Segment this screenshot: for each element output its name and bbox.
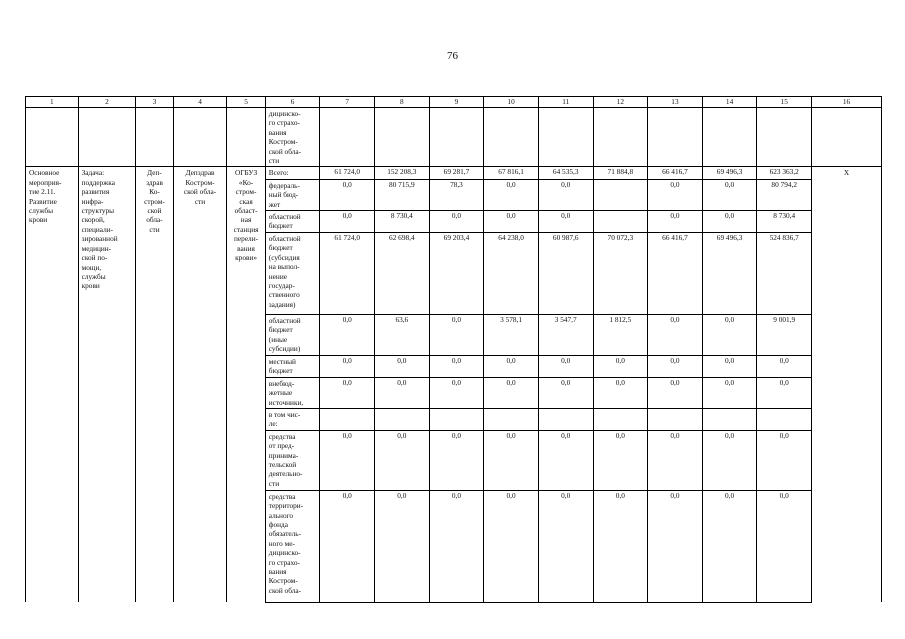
value-cell [702,408,757,430]
value-cell: 3 578,1 [484,314,539,355]
value-cell: 0,0 [538,490,593,602]
column-header-6: 6 [265,97,320,108]
header-row [26,97,882,108]
value-cell: 152 208,3 [375,167,430,179]
value-cell: 0,0 [593,355,648,377]
recipient-cell: ОГБУЗ «Ко- стром- ская област- ная станция перели- вания крови» [227,167,265,602]
budget-table [25,96,882,603]
value-cell: 0,0 [320,490,375,602]
column-header-9: 9 [429,97,484,108]
value-cell: 69 496,3 [702,167,757,179]
value-cell [648,408,703,430]
value-cell [593,408,648,430]
value-cell [757,408,812,430]
source-cell: областной бюджет [265,211,320,233]
source-cell: Всего: [265,167,320,179]
value-cell: 3 547,7 [538,314,593,355]
source-cell: местный бюджет [265,355,320,377]
coexecutor-cell: Деп- здрав Ко- стром- ской обла- сти [136,167,173,602]
column-header-16: 16 [812,97,882,108]
value-cell: 0,0 [484,377,539,408]
value-cell: 64 535,3 [538,167,593,179]
value-cell: 0,0 [702,211,757,233]
value-cell: 8 730,4 [375,211,430,233]
value-cell: 524 836,7 [757,232,812,314]
value-cell: 0,0 [484,179,539,210]
value-cell: 0,0 [484,430,539,490]
activity-name-cell: Основное мероприя- тие 2.11. Развитие службы крови [26,167,79,602]
value-cell: 0,0 [375,377,430,408]
value-cell: 0,0 [757,377,812,408]
source-cell: областной бюджет (иные субсидии) [265,314,320,355]
value-cell: 0,0 [429,211,484,233]
value-cell: 0,0 [702,314,757,355]
value-cell: 0,0 [484,211,539,233]
column-header-1: 1 [26,97,79,108]
value-cell: 69 281,7 [429,167,484,179]
value-cell: 9 001,9 [757,314,812,355]
column-header-12: 12 [593,97,648,108]
value-cell: 0,0 [702,377,757,408]
column-header-8: 8 [375,97,430,108]
value-cell: 0,0 [757,355,812,377]
table-row [26,167,882,179]
value-cell: 623 363,2 [757,167,812,179]
value-cell: 0,0 [648,211,703,233]
source-cell: в том чис- ле: [265,408,320,430]
value-cell: 78,3 [429,179,484,210]
column-header-14: 14 [702,97,757,108]
value-cell: 0,0 [375,355,430,377]
page-number: 76 [447,50,458,62]
value-cell: 0,0 [648,430,703,490]
value-cell: 0,0 [320,211,375,233]
column-header-13: 13 [648,97,703,108]
source-cell: средства территори- ального фонда обязатель- ного ме- дицинско- го страхо- вания Костром- ской обла- [265,490,320,602]
value-cell: 0,0 [538,430,593,490]
value-cell: 0,0 [702,179,757,210]
value-cell [484,408,539,430]
value-cell: 70 072,3 [593,232,648,314]
value-cell: 0,0 [702,430,757,490]
value-cell [593,179,648,210]
value-cell: 0,0 [429,355,484,377]
value-cell: 0,0 [702,490,757,602]
customer-cell: Депздрав Костром- ской обла- сти [173,167,227,602]
value-cell: 8 730,4 [757,211,812,233]
value-cell: 66 416,7 [648,167,703,179]
column-header-3: 3 [136,97,173,108]
source-cell: средства от пред- принима- тельской деятельно- сти [265,430,320,490]
source-cell: внебюд- жетные источники, [265,377,320,408]
value-cell: 0,0 [429,430,484,490]
value-cell: 0,0 [757,490,812,602]
value-cell: 63,6 [375,314,430,355]
value-cell: 0,0 [538,211,593,233]
task-cell: Задача: поддержка развития инфра- структуры скорой, специали- зированной медицин- ской по- мощи, службы крови [78,167,136,602]
value-cell [320,408,375,430]
value-cell: 61 724,0 [320,167,375,179]
value-cell: 0,0 [538,377,593,408]
value-cell: 0,0 [538,179,593,210]
source-cell: областной бюджет (субсидия на выпол- нение государ- ственного задания) [265,232,320,314]
value-cell: 66 416,7 [648,232,703,314]
column-header-4: 4 [173,97,227,108]
value-cell: 0,0 [375,430,430,490]
column-header-15: 15 [757,97,812,108]
value-cell: 0,0 [648,377,703,408]
value-cell: 62 698,4 [375,232,430,314]
column-header-2: 2 [78,97,136,108]
value-cell: 60 987,6 [538,232,593,314]
value-cell: 0,0 [538,355,593,377]
value-cell: 61 724,0 [320,232,375,314]
column-header-11: 11 [538,97,593,108]
column-header-5: 5 [227,97,265,108]
value-cell: 80 794,2 [757,179,812,210]
column-header-10: 10 [484,97,539,108]
value-cell: 0,0 [320,179,375,210]
value-cell: 0,0 [757,430,812,490]
value-cell: 64 238,0 [484,232,539,314]
value-cell: 0,0 [320,355,375,377]
value-cell: 0,0 [648,314,703,355]
value-cell: 0,0 [320,377,375,408]
continuation-row [26,108,882,167]
value-cell [538,408,593,430]
value-cell [375,408,430,430]
value-cell: 69 496,3 [702,232,757,314]
value-cell: 67 816,1 [484,167,539,179]
value-cell: 0,0 [429,490,484,602]
column-header-7: 7 [320,97,375,108]
value-cell: 71 884,8 [593,167,648,179]
result-mark-cell: Х [812,167,882,602]
value-cell: 0,0 [648,179,703,210]
value-cell: 0,0 [320,314,375,355]
value-cell: 0,0 [375,490,430,602]
value-cell: 0,0 [593,490,648,602]
value-cell: 0,0 [429,377,484,408]
value-cell: 0,0 [484,355,539,377]
value-cell: 0,0 [648,355,703,377]
value-cell [429,408,484,430]
value-cell: 1 812,5 [593,314,648,355]
source-cell: федераль- ный бюд- жет [265,179,320,210]
value-cell: 0,0 [593,430,648,490]
value-cell: 0,0 [429,314,484,355]
value-cell: 80 715,9 [375,179,430,210]
value-cell: 0,0 [484,490,539,602]
value-cell: 0,0 [320,430,375,490]
value-cell: 0,0 [648,490,703,602]
value-cell: 69 203,4 [429,232,484,314]
value-cell: 0,0 [702,355,757,377]
value-cell [593,211,648,233]
source-cell: дицинско- го страхо- вания Костром- ской обла- сти [265,108,320,167]
value-cell: 0,0 [593,377,648,408]
